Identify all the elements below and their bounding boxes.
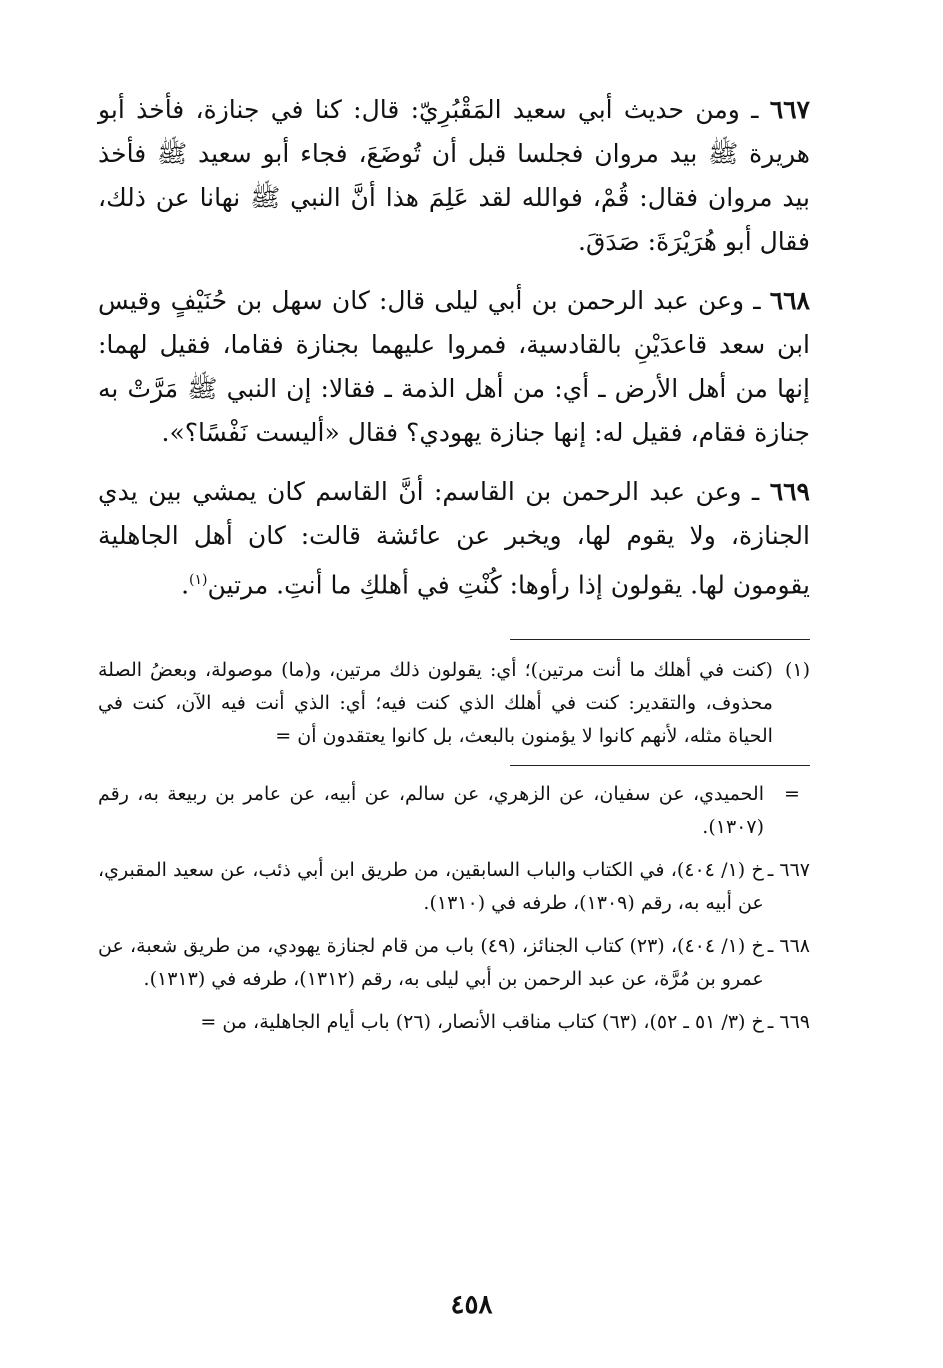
- hadith-669: [98, 470, 810, 607]
- hadith-668: [98, 279, 810, 455]
- source-text: خ (٣/ ٥١ ـ ٥٢)، (٦٣) كتاب مناقب الأنصار، (٢٦) باب أيام الجاهلية، من =: [200, 1011, 764, 1034]
- hadith-number: ٦٦٨: [769, 286, 810, 315]
- source-668: [98, 930, 810, 996]
- source-667: [98, 854, 810, 920]
- source-text: الحميدي، عن سفيان، عن الزهري، عن سالم، عن أبيه، عن عامر بن ربيعة به، رقم (١٣٠٧).: [98, 783, 764, 839]
- sources-separator: [510, 765, 810, 766]
- source-label: ٦٦٩ ـ: [767, 1011, 810, 1034]
- hadith-text: ـ ومن حديث أبي سعيد المَقْبُرِيّ: قال: كنا في جنازة، فأخذ أبو هريرة ﷺ بيد مروان فجلسا قبل أن تُوضَعَ، فجاء أبو سعيد ﷺ فأخذ بيد مروان فقال: قُمْ، فوالله لقد عَلِمَ هذا أنَّ النبي ﷺ نهانا عن ذلك، فقال أبو هُرَيْرَةَ: صَدَقَ.: [98, 95, 810, 256]
- footnote-number: (١): [784, 659, 810, 682]
- source-continuation: [98, 778, 810, 844]
- source-label: =: [784, 783, 800, 806]
- hadith-number: ٦٦٧: [769, 95, 810, 124]
- page-number: ٤٥٨: [450, 1290, 493, 1320]
- footnote-reference: (١): [189, 572, 208, 588]
- source-text: خ (١/ ٤٠٤)، (٢٣) كتاب الجنائز، (٤٩) باب من قام لجنازة يهودي، من طريق شعبة، عن عمرو بن مُرَّة، عن عبد الرحمن بن أبي ليلى به، رقم (١٣١٢)، طرفه في (١٣١٣).: [98, 935, 764, 991]
- page-body: [98, 88, 810, 1049]
- footnote-1: [98, 654, 810, 753]
- hadith-text: ـ وعن عبد الرحمن بن القاسم: أنَّ القاسم كان يمشي بين يدي الجنازة، ولا يقوم لها، ويخبر عن عائشة قالت: كان أهل الجاهلية يقومون لها. يقولون إذا رأوها: كُنْتِ في أهلكِ ما أنتِ. مرتين: [98, 477, 810, 600]
- source-text: خ (١/ ٤٠٤)، في الكتاب والباب السابقين، من طريق ابن أبي ذئب، عن سعيد المقبري، عن أبيه به، رقم (١٣٠٩)، طرفه في (١٣١٠).: [98, 859, 764, 915]
- hadith-667: [98, 88, 810, 264]
- source-label: ٦٦٨ ـ: [767, 935, 810, 958]
- hadith-text: ـ وعن عبد الرحمن بن أبي ليلى قال: كان سهل بن حُنَيْفٍ وقيس ابن سعد قاعدَيْنِ بالقادسية، فمروا عليهما بجنازة فقاما، فقيل لهما: إنها من أهل الأرض ـ أي: من أهل الذمة ـ فقالا: إن النبي ﷺ مَرَّتْ به جنازة فقام، فقيل له: إنها جنازة يهودي؟ فقال «أليست نَفْسًا؟».: [98, 286, 810, 447]
- footnote-text: (كنت في أهلك ما أنت مرتين)؛ أي: يقولون ذلك مرتين، و(ما) موصولة، وبعضُ الصلة محذوف، والتقدير: كنت في أهلك الذي كنت فيه؛ أي: الذي أنت فيه الآن، كنت في الحياة مثله، لأنهم كانوا لا يؤمنون بالبعث، بل كانوا يعتقدون أن =: [98, 659, 773, 748]
- source-669: [98, 1006, 810, 1039]
- hadith-number: ٦٦٩: [769, 477, 810, 506]
- hadith-tail: .: [181, 570, 190, 600]
- source-label: ٦٦٧ ـ: [767, 859, 810, 882]
- footnote-separator: [510, 639, 810, 640]
